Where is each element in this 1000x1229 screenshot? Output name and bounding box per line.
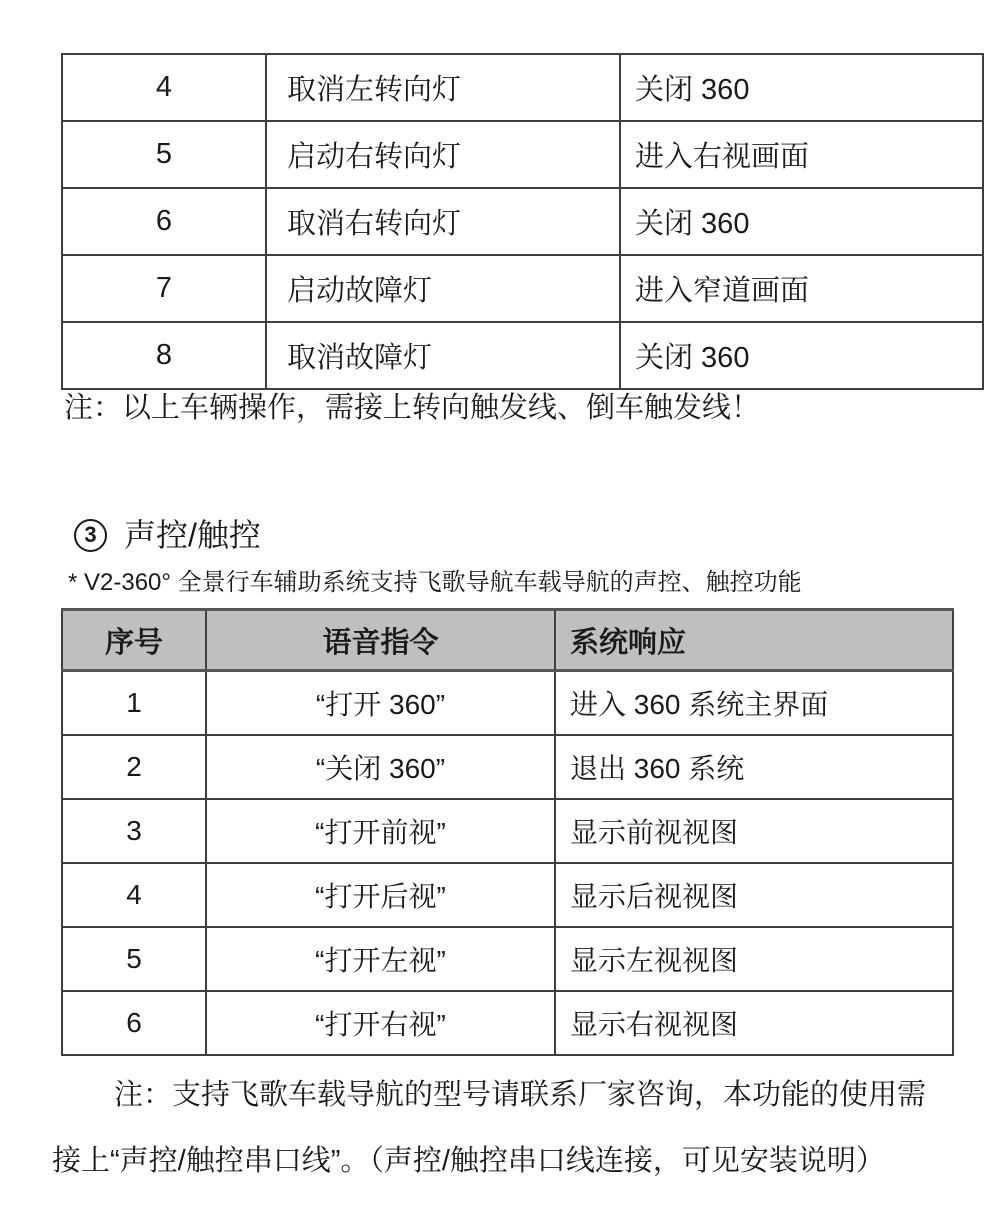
cell-response: 显示左视视图 — [555, 927, 953, 991]
cell-response: 显示前视视图 — [555, 799, 953, 863]
cell-response: 进入 360 系统主界面 — [555, 671, 953, 736]
note-voice-control-line1: 注：支持飞歌车载导航的型号请联系厂家咨询，本功能的使用需 — [114, 1079, 927, 1111]
cell-seq: 3 — [62, 799, 206, 863]
cell-seq: 5 — [62, 927, 206, 991]
table-row — [62, 863, 953, 927]
table-row — [62, 927, 953, 991]
cell-command: “关闭 360” — [206, 735, 555, 799]
note-voice-control-line2: 接上“声控/触控串口线”。（声控/触控串口线连接，可见安装说明） — [52, 1145, 885, 1177]
cell-action: 启动故障灯 — [266, 255, 620, 322]
cell-seq: 2 — [62, 735, 206, 799]
section-title: 声控/触控 — [124, 517, 261, 553]
note-vehicle-operation: 注：以上车辆操作，需接上转向触发线、倒车触发线！ — [64, 392, 761, 424]
table-row — [62, 322, 983, 389]
table-row — [62, 255, 983, 322]
table-row — [62, 671, 953, 736]
circled-number-icon — [74, 519, 107, 552]
table-row — [62, 735, 953, 799]
table-header-row — [62, 610, 953, 671]
cell-response: 显示右视视图 — [555, 991, 953, 1055]
cell-seq: 7 — [62, 255, 266, 322]
cell-command: “打开 360” — [206, 671, 555, 736]
cell-seq: 4 — [62, 863, 206, 927]
table-row — [62, 188, 983, 255]
header-seq: 序号 — [62, 610, 206, 671]
section-subtitle: * V2-360° 全景行车辅助系统支持飞歌导航车载导航的声控、触控功能 — [68, 569, 802, 596]
header-response: 系统响应 — [555, 610, 953, 671]
cell-command: “打开前视” — [206, 799, 555, 863]
cell-command: “打开左视” — [206, 927, 555, 991]
cell-action: 启动右转向灯 — [266, 121, 620, 188]
section-number: 3 — [84, 522, 97, 547]
cell-response: 关闭 360 — [620, 322, 983, 389]
cell-response: 关闭 360 — [620, 54, 983, 121]
cell-action: 取消右转向灯 — [266, 188, 620, 255]
voice-control-table — [61, 608, 954, 1056]
table-row — [62, 54, 983, 121]
cell-seq: 6 — [62, 991, 206, 1055]
cell-action: 取消左转向灯 — [266, 54, 620, 121]
cell-command: “打开右视” — [206, 991, 555, 1055]
cell-seq: 1 — [62, 671, 206, 736]
vehicle-operation-table — [61, 53, 984, 390]
cell-seq: 4 — [62, 54, 266, 121]
cell-seq: 8 — [62, 322, 266, 389]
section-heading — [74, 516, 261, 554]
cell-response: 退出 360 系统 — [555, 735, 953, 799]
cell-command: “打开后视” — [206, 863, 555, 927]
cell-seq: 6 — [62, 188, 266, 255]
table-row — [62, 799, 953, 863]
table-row — [62, 991, 953, 1055]
cell-response: 进入窄道画面 — [620, 255, 983, 322]
cell-response: 进入右视画面 — [620, 121, 983, 188]
cell-response: 关闭 360 — [620, 188, 983, 255]
cell-response: 显示后视视图 — [555, 863, 953, 927]
cell-seq: 5 — [62, 121, 266, 188]
header-command: 语音指令 — [206, 610, 555, 671]
cell-action: 取消故障灯 — [266, 322, 620, 389]
table-row — [62, 121, 983, 188]
